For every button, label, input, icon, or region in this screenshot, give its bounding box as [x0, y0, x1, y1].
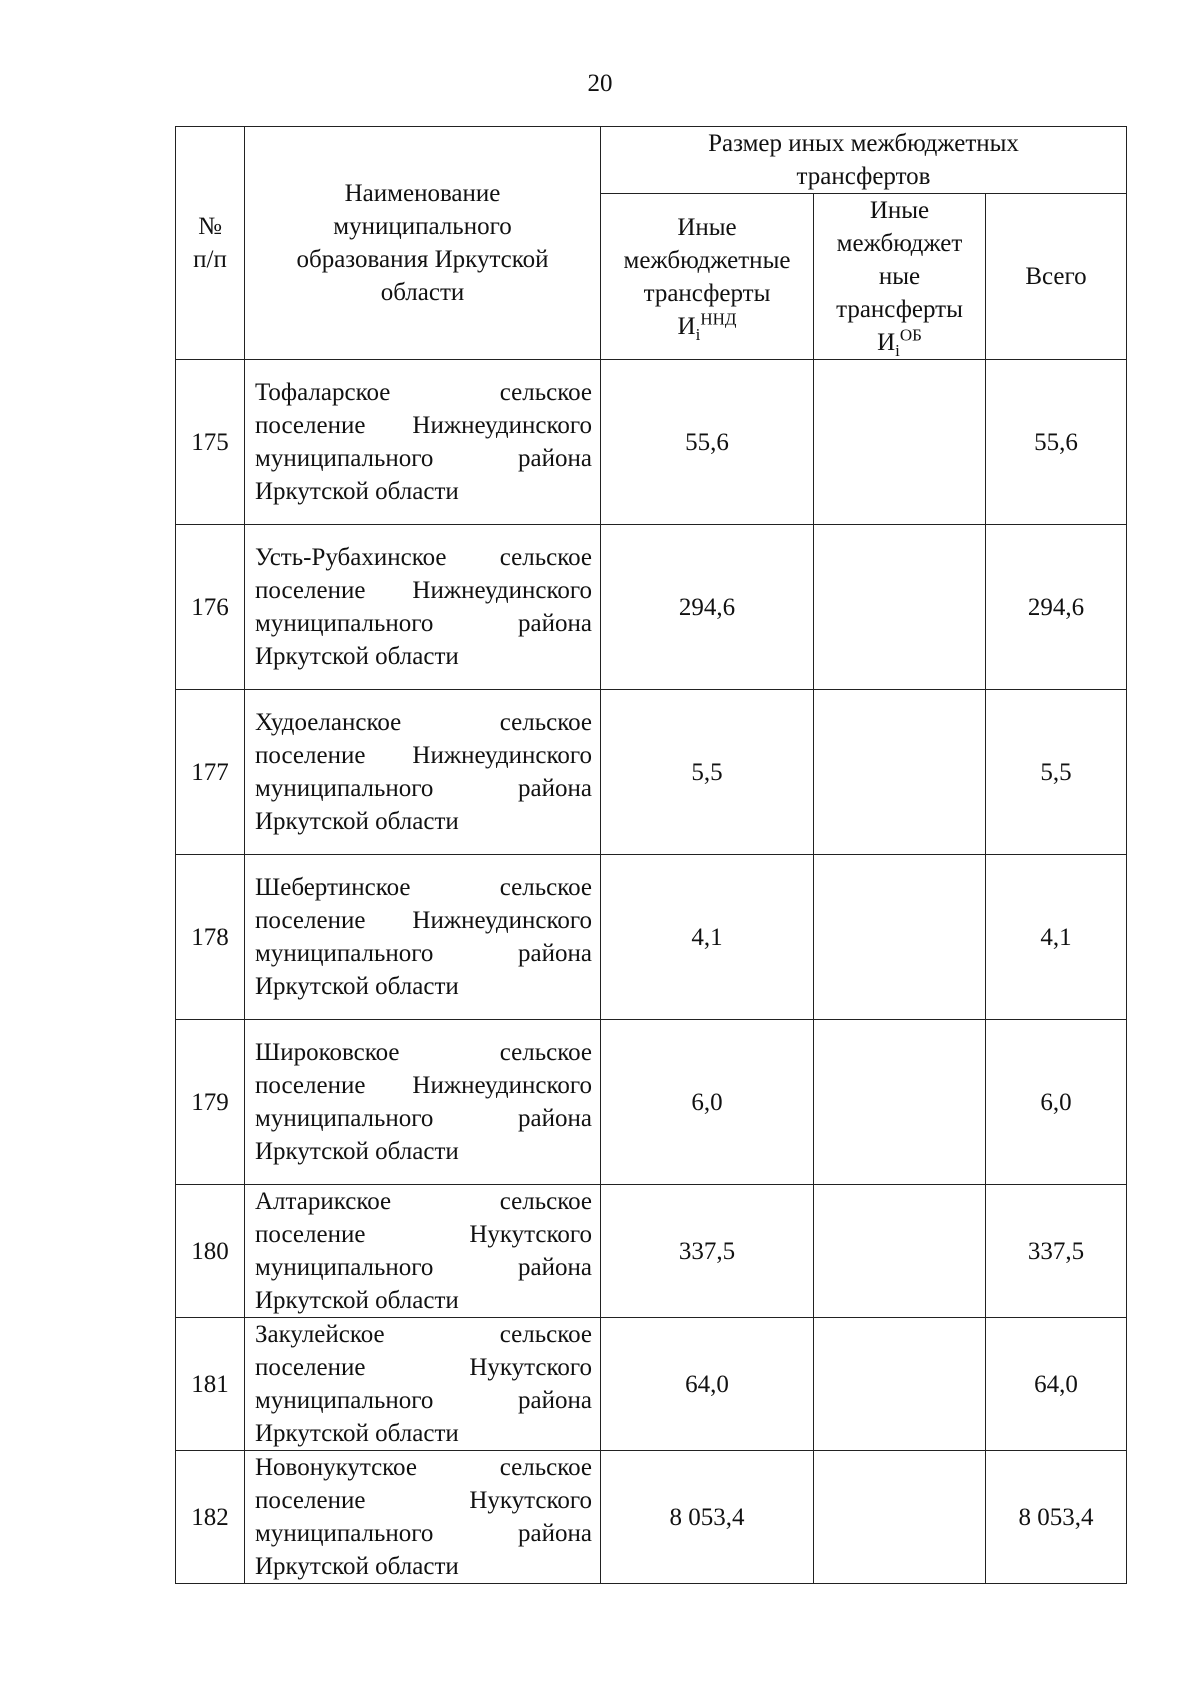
row-name: Алтарикское сельское поселение Нукутского муниципального района Иркутской области — [245, 1185, 601, 1318]
transfers-table — [175, 126, 1127, 1584]
table-row — [176, 690, 1127, 855]
table-row — [176, 360, 1127, 525]
row-name: Новонукутское сельское поселение Нукутского муниципального района Иркутской области — [245, 1451, 601, 1584]
header-ob — [814, 194, 986, 360]
row-value-nnd: 6,0 — [601, 1020, 814, 1185]
row-number: 178 — [176, 855, 245, 1020]
row-name: Закулейское сельское поселение Нукутского муниципального района Иркутской области — [245, 1318, 601, 1451]
row-name: Тофаларское сельское поселение Нижнеудинского муниципального района Иркутской области — [245, 360, 601, 525]
header-nnd — [601, 194, 814, 360]
header-total: Всего — [986, 194, 1127, 360]
row-value-nnd: 4,1 — [601, 855, 814, 1020]
page-number: 20 — [587, 70, 613, 97]
row-value-total: 64,0 — [986, 1318, 1127, 1451]
table-row — [176, 1451, 1127, 1584]
header-nnd-label: Иные межбюджетные трансферты — [623, 213, 791, 307]
header-ob-label: Иные межбюджет ные трансферты — [836, 197, 963, 323]
header-group: Размер иных межбюджетных трансфертов — [601, 127, 1127, 194]
row-name: Усть-Рубахинское сельское поселение Нижнеудинского муниципального района Иркутской области — [245, 525, 601, 690]
table-body — [176, 360, 1127, 1584]
row-value-total: 8 053,4 — [986, 1451, 1127, 1584]
header-name: Наименование муниципального образования Иркутской области — [245, 127, 601, 360]
row-number: 175 — [176, 360, 245, 525]
row-value-nnd: 8 053,4 — [601, 1451, 814, 1584]
header-num: № п/п — [176, 127, 245, 360]
table-header — [176, 127, 1127, 360]
row-value-total: 337,5 — [986, 1185, 1127, 1318]
header-nnd-symbol: $И_i^{ННД}$ — [677, 309, 737, 344]
row-number: 179 — [176, 1020, 245, 1185]
row-value-ob — [814, 1020, 986, 1185]
row-number: 176 — [176, 525, 245, 690]
row-value-total: 5,5 — [986, 690, 1127, 855]
row-number: 177 — [176, 690, 245, 855]
row-number: 180 — [176, 1185, 245, 1318]
row-value-total: 294,6 — [986, 525, 1127, 690]
row-value-nnd: 55,6 — [601, 360, 814, 525]
table-row — [176, 1020, 1127, 1185]
table-row — [176, 1185, 1127, 1318]
row-value-nnd: 294,6 — [601, 525, 814, 690]
row-value-total: 6,0 — [986, 1020, 1127, 1185]
row-name: Широковское сельское поселение Нижнеудинского муниципального района Иркутской области — [245, 1020, 601, 1185]
row-name: Худоеланское сельское поселение Нижнеудинского муниципального района Иркутской области — [245, 690, 601, 855]
row-value-total: 4,1 — [986, 855, 1127, 1020]
row-value-ob — [814, 1185, 986, 1318]
row-value-nnd: 5,5 — [601, 690, 814, 855]
row-value-nnd: 337,5 — [601, 1185, 814, 1318]
table-row — [176, 855, 1127, 1020]
header-ob-symbol: $И_i^{ОБ}$ — [877, 325, 922, 360]
row-number: 181 — [176, 1318, 245, 1451]
row-value-ob — [814, 855, 986, 1020]
table-row — [176, 1318, 1127, 1451]
row-number: 182 — [176, 1451, 245, 1584]
row-value-ob — [814, 525, 986, 690]
row-name: Шебертинское сельское поселение Нижнеудинского муниципального района Иркутской области — [245, 855, 601, 1020]
row-value-total: 55,6 — [986, 360, 1127, 525]
row-value-ob — [814, 1451, 986, 1584]
row-value-ob — [814, 360, 986, 525]
row-value-ob — [814, 690, 986, 855]
row-value-ob — [814, 1318, 986, 1451]
row-value-nnd: 64,0 — [601, 1318, 814, 1451]
table-row — [176, 525, 1127, 690]
